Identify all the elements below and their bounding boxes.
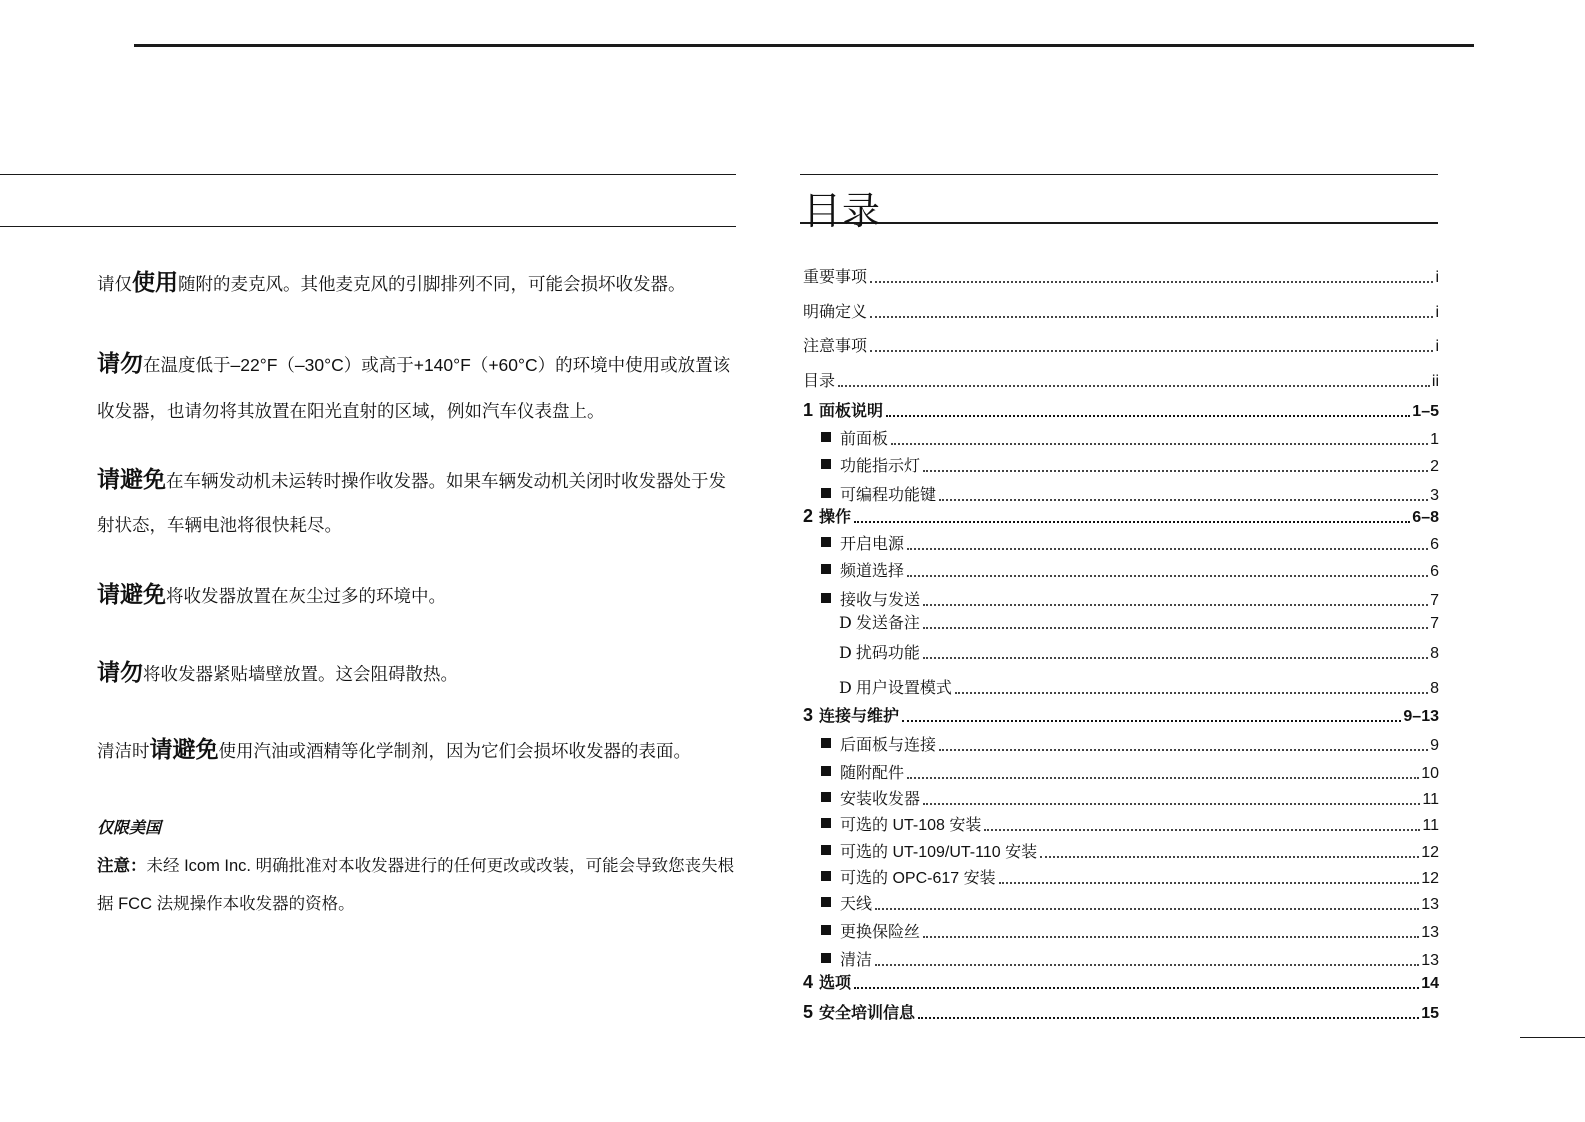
toc-entry[interactable] bbox=[803, 300, 1439, 322]
toc-page-number: 13 bbox=[1421, 924, 1439, 941]
caution-label: 注意： bbox=[97, 857, 147, 875]
dot-leader bbox=[875, 907, 1419, 910]
square-bullet-icon bbox=[821, 925, 831, 935]
note-3 bbox=[97, 457, 737, 547]
toc-entry-title bbox=[803, 264, 870, 287]
dot-leader bbox=[886, 414, 1410, 417]
note-text-pre: 清洁时 bbox=[97, 741, 150, 761]
toc-entry-label: 天线 bbox=[840, 896, 873, 913]
chapter-number: 1 bbox=[803, 400, 814, 420]
toc-entry-title bbox=[803, 703, 902, 726]
toc-page-number: 6 bbox=[1430, 536, 1439, 553]
toc-entry-label: 后面板与连接 bbox=[840, 737, 937, 754]
dot-leader bbox=[918, 1016, 1419, 1019]
dot-leader bbox=[870, 349, 1433, 352]
note-text-post: 在车辆发动机未运转时操作收发器。如果车辆发动机关闭时收发器处于发射状态，车辆电池将很快耗尽。 bbox=[97, 471, 726, 535]
square-bullet-icon bbox=[821, 738, 831, 748]
toc-page-number: i bbox=[1435, 304, 1439, 321]
toc-entry[interactable] bbox=[839, 641, 1439, 663]
dot-leader bbox=[907, 574, 1428, 577]
square-bullet-icon bbox=[821, 871, 831, 881]
toc-page-number: 11 bbox=[1422, 791, 1439, 808]
us-only-heading: 仅限美国 bbox=[97, 820, 162, 837]
toc-page-number: 1 bbox=[1430, 431, 1439, 448]
note-text-post: 使用汽油或酒精等化学制剂，因为它们会损坏收发器的表面。 bbox=[218, 741, 691, 761]
toc-entry[interactable] bbox=[821, 733, 1439, 755]
dot-leader bbox=[939, 748, 1428, 751]
toc-entry[interactable] bbox=[803, 971, 1439, 993]
toc-entry[interactable] bbox=[821, 840, 1439, 862]
dot-leader bbox=[999, 881, 1420, 884]
chapter-number: 5 bbox=[803, 1002, 814, 1022]
dot-leader bbox=[854, 986, 1419, 989]
square-bullet-icon bbox=[821, 953, 831, 963]
dot-leader bbox=[939, 498, 1428, 501]
square-bullet-icon bbox=[821, 593, 831, 603]
toc-entry-label: 重要事项 bbox=[803, 269, 868, 286]
dot-leader bbox=[923, 656, 1428, 659]
note-emphasis: 请避免 bbox=[97, 581, 166, 607]
note-emphasis: 请避免 bbox=[97, 466, 166, 492]
toc-entry-label: 选项 bbox=[819, 975, 852, 992]
dot-leader bbox=[907, 547, 1428, 550]
toc-entry-title bbox=[821, 839, 1040, 862]
toc-entry[interactable] bbox=[821, 866, 1439, 888]
toc-entry[interactable] bbox=[821, 948, 1439, 970]
dot-leader bbox=[923, 603, 1428, 606]
square-bullet-icon bbox=[821, 459, 831, 469]
dot-leader bbox=[870, 315, 1433, 318]
toc-entry[interactable] bbox=[803, 1001, 1439, 1023]
dot-leader bbox=[984, 828, 1420, 831]
toc-entry[interactable] bbox=[821, 787, 1439, 809]
toc-entry[interactable] bbox=[821, 454, 1439, 476]
chapter-number: 3 bbox=[803, 705, 814, 725]
note-5 bbox=[97, 652, 737, 694]
page-corner-rule bbox=[1520, 1037, 1585, 1038]
toc-entry[interactable] bbox=[803, 505, 1439, 527]
sub-item-marker: D bbox=[839, 678, 852, 697]
toc-entry-label: 频道选择 bbox=[840, 563, 905, 580]
toc-entry-title bbox=[821, 919, 923, 942]
note-text-pre: 请仅 bbox=[97, 274, 132, 294]
toc-entry-title bbox=[821, 732, 939, 755]
toc-entry-label: 更换保险丝 bbox=[840, 924, 921, 941]
toc-page-number: 12 bbox=[1421, 844, 1439, 861]
toc-entry-label: 前面板 bbox=[840, 431, 889, 448]
top-rule bbox=[134, 44, 1474, 47]
toc-entry-title bbox=[821, 453, 923, 476]
note-emphasis: 请避免 bbox=[149, 736, 219, 762]
square-bullet-icon bbox=[821, 845, 831, 855]
toc-entry[interactable] bbox=[821, 588, 1439, 610]
toc-page-number: 2 bbox=[1430, 458, 1439, 475]
toc-page-number: 11 bbox=[1422, 817, 1439, 834]
toc-page-number: ii bbox=[1431, 373, 1439, 390]
toc-entry-label: 目录 bbox=[803, 373, 836, 390]
toc-entry-label: 操作 bbox=[819, 509, 852, 526]
toc-page-number: 6–8 bbox=[1412, 509, 1439, 526]
toc-entry-title bbox=[821, 865, 999, 888]
square-bullet-icon bbox=[821, 792, 831, 802]
toc-entry[interactable] bbox=[821, 532, 1439, 554]
toc-entry[interactable] bbox=[821, 892, 1439, 914]
toc-entry[interactable] bbox=[803, 265, 1439, 287]
toc-rule-top bbox=[800, 174, 1438, 175]
toc-entry[interactable] bbox=[821, 761, 1439, 783]
toc-title: 目录 bbox=[803, 189, 882, 233]
toc-entry-title bbox=[821, 812, 984, 835]
toc-entry[interactable] bbox=[821, 920, 1439, 942]
toc-entry-label: 可编程功能键 bbox=[840, 487, 937, 504]
toc-page-number: 1–5 bbox=[1412, 403, 1439, 420]
note-4 bbox=[97, 574, 737, 616]
square-bullet-icon bbox=[821, 897, 831, 907]
sub-item-marker: D bbox=[839, 613, 852, 632]
toc-entry-title bbox=[803, 333, 870, 356]
toc-entry-title bbox=[821, 426, 891, 449]
note-text-post: 将收发器紧贴墙壁放置。这会阻碍散热。 bbox=[143, 664, 458, 684]
square-bullet-icon bbox=[821, 564, 831, 574]
toc-entry-title bbox=[821, 531, 907, 554]
toc-entry-title bbox=[803, 504, 854, 527]
left-header-rule-bottom bbox=[0, 226, 736, 227]
caution-text: 未经 Icom Inc. 明确批准对本收发器进行的任何更改或改装，可能会导致您丧失根据 FCC 法规操作本收发器的资格。 bbox=[97, 857, 735, 913]
toc-entry-title bbox=[803, 368, 838, 391]
toc-entry-label: 功能指示灯 bbox=[840, 458, 921, 475]
toc-entry-label: 发送备注 bbox=[855, 615, 920, 632]
left-header-rule-top bbox=[0, 174, 736, 175]
toc-rule-bottom bbox=[800, 222, 1438, 224]
toc-entry-title bbox=[821, 891, 875, 914]
fcc-caution bbox=[97, 847, 737, 923]
toc-entry-label: 清洁 bbox=[840, 952, 873, 969]
toc-page-number: 8 bbox=[1430, 680, 1439, 697]
toc-page-number: i bbox=[1435, 269, 1439, 286]
toc-entry-label: 用户设置模式 bbox=[855, 680, 952, 697]
toc-entry[interactable] bbox=[821, 559, 1439, 581]
toc-page-number: 13 bbox=[1421, 952, 1439, 969]
note-emphasis: 请勿 bbox=[97, 350, 143, 376]
note-text-post: 在温度低于–22°F（–30°C）或高于+140°F（+60°C）的环境中使用或放置该收发器，也请勿将其放置在阳光直射的区域，例如汽车仪表盘上。 bbox=[97, 355, 731, 421]
toc-entry-title bbox=[803, 299, 870, 322]
toc-page-number: 7 bbox=[1430, 592, 1439, 609]
dot-leader bbox=[923, 469, 1428, 472]
toc-entry-title bbox=[821, 786, 923, 809]
toc-page-number: 6 bbox=[1430, 563, 1439, 580]
toc-entry-label: 开启电源 bbox=[840, 536, 905, 553]
toc-page-number: 9–13 bbox=[1403, 708, 1439, 725]
dot-leader bbox=[870, 280, 1433, 283]
toc-entry-label: 安全培训信息 bbox=[819, 1005, 916, 1022]
note-text-post: 将收发器放置在灰尘过多的环境中。 bbox=[166, 586, 446, 606]
toc-entry-label: 面板说明 bbox=[819, 403, 884, 420]
toc-entry-title bbox=[803, 970, 854, 993]
toc-page-number: 14 bbox=[1421, 975, 1439, 992]
toc-entry[interactable] bbox=[821, 427, 1439, 449]
toc-entry-label: 可选的 UT-108 安装 bbox=[840, 817, 982, 834]
toc-page-number: 9 bbox=[1430, 737, 1439, 754]
toc-entry-title bbox=[821, 482, 939, 505]
dot-leader bbox=[923, 626, 1428, 629]
toc-page-number: 13 bbox=[1421, 896, 1439, 913]
toc-entry[interactable] bbox=[803, 704, 1439, 726]
toc-entry-label: 注意事项 bbox=[803, 338, 868, 355]
toc-entry-title bbox=[821, 760, 907, 783]
toc-entry-title bbox=[821, 947, 875, 970]
square-bullet-icon bbox=[821, 818, 831, 828]
note-emphasis: 请勿 bbox=[97, 659, 143, 685]
toc-entry-label: 明确定义 bbox=[803, 304, 868, 321]
toc-entry-title bbox=[839, 610, 923, 633]
toc-entry[interactable] bbox=[803, 399, 1439, 421]
dot-leader bbox=[838, 384, 1430, 387]
toc-entry-title bbox=[839, 640, 923, 663]
toc-entry-label: 扰码功能 bbox=[855, 645, 920, 662]
dot-leader bbox=[891, 442, 1428, 445]
toc-entry[interactable] bbox=[803, 334, 1439, 356]
note-text-post: 随附的麦克风。其他麦克风的引脚排列不同，可能会损坏收发器。 bbox=[178, 274, 686, 294]
square-bullet-icon bbox=[821, 432, 831, 442]
toc-entry[interactable] bbox=[821, 813, 1439, 835]
toc-entry-title bbox=[821, 558, 907, 581]
dot-leader bbox=[955, 691, 1428, 694]
toc-entry[interactable] bbox=[839, 611, 1439, 633]
toc-entry-title bbox=[821, 587, 923, 610]
chapter-number: 4 bbox=[803, 972, 814, 992]
square-bullet-icon bbox=[821, 488, 831, 498]
square-bullet-icon bbox=[821, 537, 831, 547]
toc-page-number: i bbox=[1435, 338, 1439, 355]
toc-entry-label: 可选的 UT-109/UT-110 安装 bbox=[840, 844, 1038, 861]
dot-leader bbox=[923, 935, 1419, 938]
toc-entry[interactable] bbox=[839, 676, 1439, 698]
dot-leader bbox=[1040, 855, 1419, 858]
toc-entry-title bbox=[803, 398, 886, 421]
note-6 bbox=[97, 729, 737, 771]
toc-entry[interactable] bbox=[821, 483, 1439, 505]
toc-entry-title bbox=[839, 675, 955, 698]
toc-page-number: 15 bbox=[1421, 1005, 1439, 1022]
dot-leader bbox=[907, 776, 1419, 779]
toc-entry-label: 安装收发器 bbox=[840, 791, 921, 808]
toc-entry-label: 连接与维护 bbox=[819, 708, 900, 725]
sub-item-marker: D bbox=[839, 643, 852, 662]
dot-leader bbox=[923, 802, 1420, 805]
toc-entry-label: 随附配件 bbox=[840, 765, 905, 782]
square-bullet-icon bbox=[821, 766, 831, 776]
toc-entry-label: 可选的 OPC-617 安装 bbox=[840, 870, 996, 887]
toc-entry-title bbox=[803, 1000, 918, 1023]
dot-leader bbox=[854, 520, 1410, 523]
chapter-number: 2 bbox=[803, 506, 814, 526]
toc-page-number: 7 bbox=[1430, 615, 1439, 632]
toc-page-number: 3 bbox=[1430, 487, 1439, 504]
toc-page-number: 8 bbox=[1430, 645, 1439, 662]
toc-page-number: 10 bbox=[1421, 765, 1439, 782]
toc-entry[interactable] bbox=[803, 369, 1439, 391]
toc-entry-label: 接收与发送 bbox=[840, 592, 921, 609]
note-emphasis: 使用 bbox=[132, 269, 178, 295]
note-1 bbox=[97, 262, 737, 304]
note-2 bbox=[97, 340, 737, 434]
dot-leader bbox=[902, 719, 1401, 722]
dot-leader bbox=[875, 963, 1419, 966]
toc-page-number: 12 bbox=[1421, 870, 1439, 887]
